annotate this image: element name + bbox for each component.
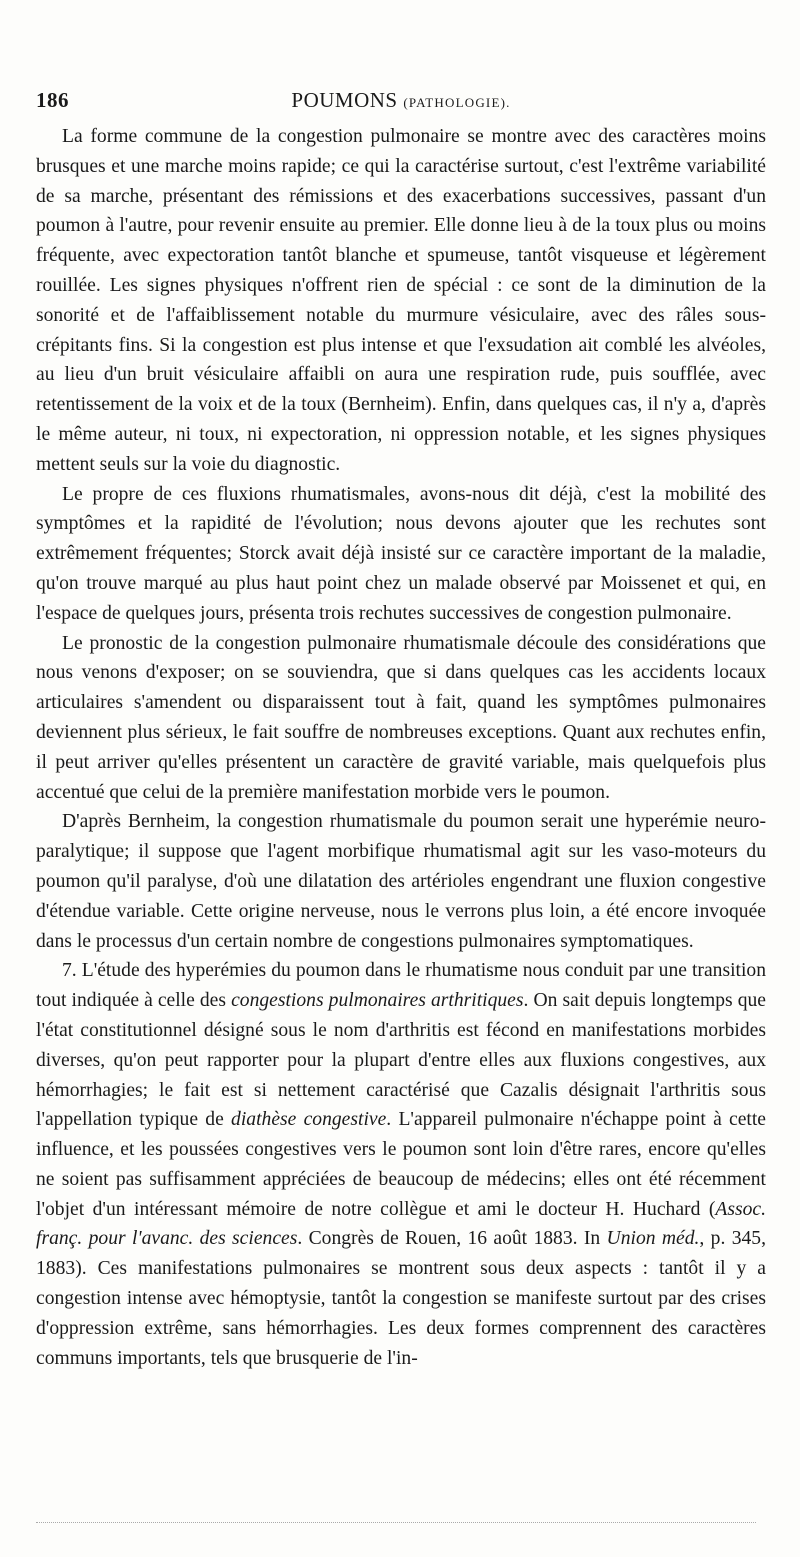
italic-text: Assoc. franç. pour l'avanc. des sciences [36,1198,766,1250]
running-title-sub: (PATHOLOGIE). [403,95,511,110]
paragraph [36,956,766,1373]
text-run: . On sait depuis longtemps que l'état constitutionnel désigné sous le nom d'arthritis est fécond en manifestations morbides diverses, qu'on peut rapporter pour la plupart d'entre elles aux fluxions congestives, aux hémorrhagies; le fait est si nettement caractérisé que Cazalis désignait l'arthritis sous l'appellation typique de [36,990,766,1131]
running-header [36,88,766,122]
book-page [36,88,766,1373]
body-text [36,122,766,1373]
paragraph [36,807,766,956]
bottom-rule [36,1522,756,1523]
running-title [36,88,766,113]
text-run: La forme commune de la congestion pulmonaire se montre avec des caractères moins brusques et une marche moins rapide; ce qui la caractérise surtout, c'est l'extrême variabilité de sa marche, présentant des rémissions et des exacerbations successives, passant d'un poumon à l'autre, pour revenir ensuite au premier. Elle donne lieu à de la toux plus ou moins fréquente, avec expectoration tantôt blanche et spumeuse, tantôt visqueuse et légèrement rouillée. Les signes physiques n'offrent rien de spécial : ce sont de la diminution de la sonorité et de l'affaiblissement notable du murmure vésiculaire, avec des râles sous-crépitants fins. Si la congestion est plus intense et que l'exsudation ait comblé les alvéoles, au lieu d'un bruit vésiculaire affaibli on aura une respiration rude, puis soufflée, avec retentissement de la voix et de la toux (Bernheim). Enfin, dans quelques cas, il n'y a, d'après le même auteur, ni toux, ni expectoration, ni oppression notable, et les signes physiques mettent seuls sur la voie du diagnostic. [36,126,766,475]
paragraph [36,480,766,629]
italic-text: Union méd. [606,1228,700,1250]
page-number: 186 [36,88,69,112]
text-run: . Congrès de Rouen, 16 août 1883. In [297,1228,607,1250]
text-run: D'après Bernheim, la congestion rhumatismale du poumon serait une hyperémie neuro-paralytique; il suppose que l'agent morbifique rhumatismal agit sur les vaso-moteurs du poumon qu'il paralyse, d'où une dilatation des artérioles engendrant une fluxion congestive d'étendue variable. Cette origine nerveuse, nous le verrons plus loin, a été encore invoquée dans le processus d'un certain nombre de congestions pulmonaires symptomatiques. [36,811,766,952]
paragraph [36,122,766,480]
italic-text: congestions pulmonaires arthritiques [231,990,524,1012]
italic-text: diathèse congestive [231,1109,387,1131]
text-run: . L'appareil pulmonaire n'échappe point à cette influence, et les poussées congestives vers le poumon sont loin d'être rares, encore qu'elles ne soient pas suffisamment appréciées de beaucoup de médecins; elles ont été récemment l'objet d'un intéressant mémoire de notre collègue et ami le docteur H. Huchard ( [36,1109,766,1220]
text-run: Le propre de ces fluxions rhumatismales, avons-nous dit déjà, c'est la mobilité des symptômes et la rapidité de l'évolution; nous devons ajouter que les rechutes sont extrêmement fréquentes; Storck avait déjà insisté sur ce caractère important de la maladie, qu'on trouve marqué au plus haut point chez un malade observé par Moissenet et qui, en l'espace de quelques jours, présenta trois rechutes successives de congestion pulmonaire. [36,483,766,624]
text-run: , p. 345, 1883). Ces manifestations pulmonaires se montrent sous deux aspects : tantôt il y a congestion intense avec hémoptysie, tantôt la congestion se manifeste surtout par des crises d'oppression extrême, sans hémorrhagies. Les deux formes comprennent des caractères communs importants, tels que brusquerie de l'in- [36,1228,766,1369]
text-run: Le pronostic de la congestion pulmonaire rhumatismale découle des considérations que nous venons d'exposer; on se souviendra, que si dans quelques cas les accidents locaux articulaires s'amendent ou disparaissent tout à fait, quand les symptômes pulmonaires deviennent plus sérieux, le fait souffre de nombreuses exceptions. Quant aux rechutes enfin, il peut arriver qu'elles présentent un caractère de gravité variable, mais quelquefois plus accentué que celui de la première manifestation morbide vers le poumon. [36,632,766,803]
paragraph [36,629,766,808]
running-title-main: POUMONS [291,88,398,112]
text-run: 7. L'étude des hyperémies du poumon dans le rhumatisme nous conduit par une transition tout indiquée à celle des [36,960,766,1012]
